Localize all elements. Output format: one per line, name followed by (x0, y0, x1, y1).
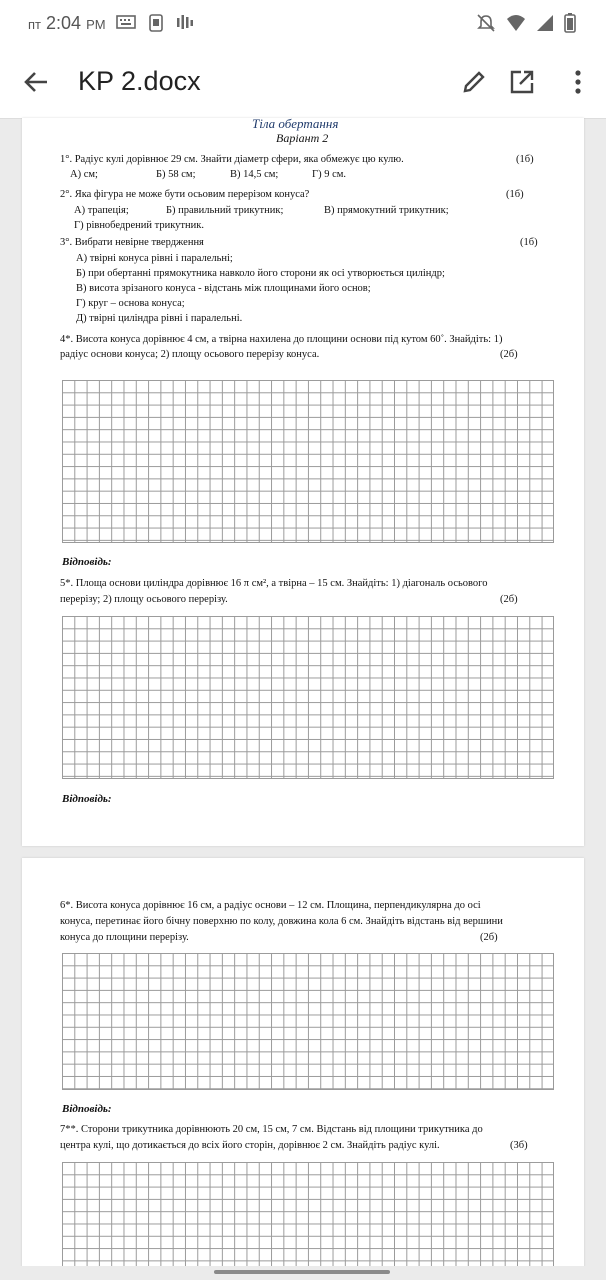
gesture-nav-bar (0, 1266, 606, 1280)
q1-option-b: Б) 58 см; (156, 169, 196, 180)
doc-heading: Тіла обертання (252, 116, 339, 131)
document-title: KP 2.docx (78, 66, 201, 96)
status-ampm: PM (86, 17, 106, 32)
edit-pencil-icon[interactable] (460, 68, 488, 101)
q1-option-c: В) 14,5 см; (230, 169, 279, 180)
q3-option-b: Б) при обертанні прямокутника навколо його сторони як осі утворюється циліндр; (76, 268, 445, 279)
q6-line3: конуса до площини перерізу. (60, 932, 189, 943)
q2-text: 2°. Яка фігура не може бути осьовим перерізом конуса? (60, 189, 310, 200)
q4-line2: радіус основи конуса; 2) площу осьового перерізу конуса. (60, 349, 320, 360)
home-gesture-handle[interactable] (214, 1270, 390, 1274)
wifi-icon (506, 14, 526, 37)
q1-points: (1б) (516, 154, 534, 165)
q3-option-e: Д) твірні циліндра рівні і паралельні. (76, 313, 243, 324)
battery-icon (564, 13, 576, 38)
q5-line2: перерізу; 2) площу осьового перерізу. (60, 594, 228, 605)
q2-option-b: Б) правильний трикутник; (166, 205, 284, 216)
back-arrow-icon[interactable] (22, 68, 50, 101)
q1-text: 1°. Радіус кулі дорівнює 29 см. Знайти діаметр сфери, яка обмежує цю кулю. (60, 154, 404, 165)
q7-line1: 7**. Сторони трикутника дорівнюють 20 см, 15 см, 7 см. Відстань від площини трикутника до (60, 1124, 483, 1135)
document-page-2 (22, 858, 584, 1268)
document-page-1 (22, 118, 584, 846)
q3-option-c: В) висота зрізаного конуса - відстань між площинами його основ; (76, 283, 371, 294)
q2-option-a: А) трапеція; (74, 205, 129, 216)
q3-option-d: Г) круг – основа конуса; (76, 298, 185, 309)
status-time (28, 13, 106, 34)
answer-grid-4 (62, 380, 554, 543)
q3-option-a: А) твірні конуса рівні і паралельні; (76, 253, 233, 264)
q1-option-d: Г) 9 см. (312, 169, 346, 180)
q4-points: (2б) (500, 349, 518, 360)
more-vert-icon[interactable] (572, 68, 584, 101)
equalizer-icon (176, 14, 194, 37)
app-bar (0, 48, 606, 119)
status-clock: 2:04 (46, 13, 82, 33)
q7-points: (3б) (510, 1140, 528, 1151)
q3-points: (1б) (520, 237, 538, 248)
answer-grid-5 (62, 616, 554, 779)
q4-answer-label: Відповідь: (62, 556, 112, 568)
keyboard-icon (116, 14, 136, 37)
answer-grid-7 (62, 1162, 554, 1268)
q5-points: (2б) (500, 594, 518, 605)
q6-answer-label: Відповідь: (62, 1103, 112, 1115)
q3-text: 3°. Вибрати невірне твердження (60, 237, 204, 248)
q2-points: (1б) (506, 189, 524, 200)
status-bar (0, 0, 606, 48)
q6-points: (2б) (480, 932, 498, 943)
mute-icon (476, 13, 496, 38)
q6-line1: 6*. Висота конуса дорівнює 16 см, а радіус основи – 12 см. Площина, перпендикулярна до осі (60, 900, 481, 911)
answer-grid-6 (62, 953, 554, 1090)
q7-line2: центра кулі, що дотикається до всіх його сторін, дорівнює 2 см. Знайдіть радіус кулі. (60, 1140, 440, 1151)
screenshot-icon (148, 14, 164, 37)
q4-line1: 4*. Висота конуса дорівнює 4 см, а твірна нахилена до площини основи під кутом 60˚. Знайдіть: 1) (60, 334, 503, 345)
q1-option-a: А) см; (70, 169, 98, 180)
q6-line2: конуса, перетинає його бічну поверхню по колу, довжина кола 6 см. Знайдіть відстань від вершини (60, 916, 503, 927)
variant-label: Варіант 2 (276, 131, 329, 145)
q2-option-d: Г) рівнобедрений трикутник. (74, 220, 204, 231)
q5-line1: 5*. Площа основи циліндра дорівнює 16 π см², а твірна – 15 см. Знайдіть: 1) діагональ осьового (60, 578, 488, 589)
q2-option-c: В) прямокутний трикутник; (324, 205, 449, 216)
open-external-icon[interactable] (508, 68, 536, 101)
signal-icon (536, 14, 554, 37)
status-weekday: пт (28, 17, 41, 32)
q5-answer-label: Відповідь: (62, 793, 112, 805)
